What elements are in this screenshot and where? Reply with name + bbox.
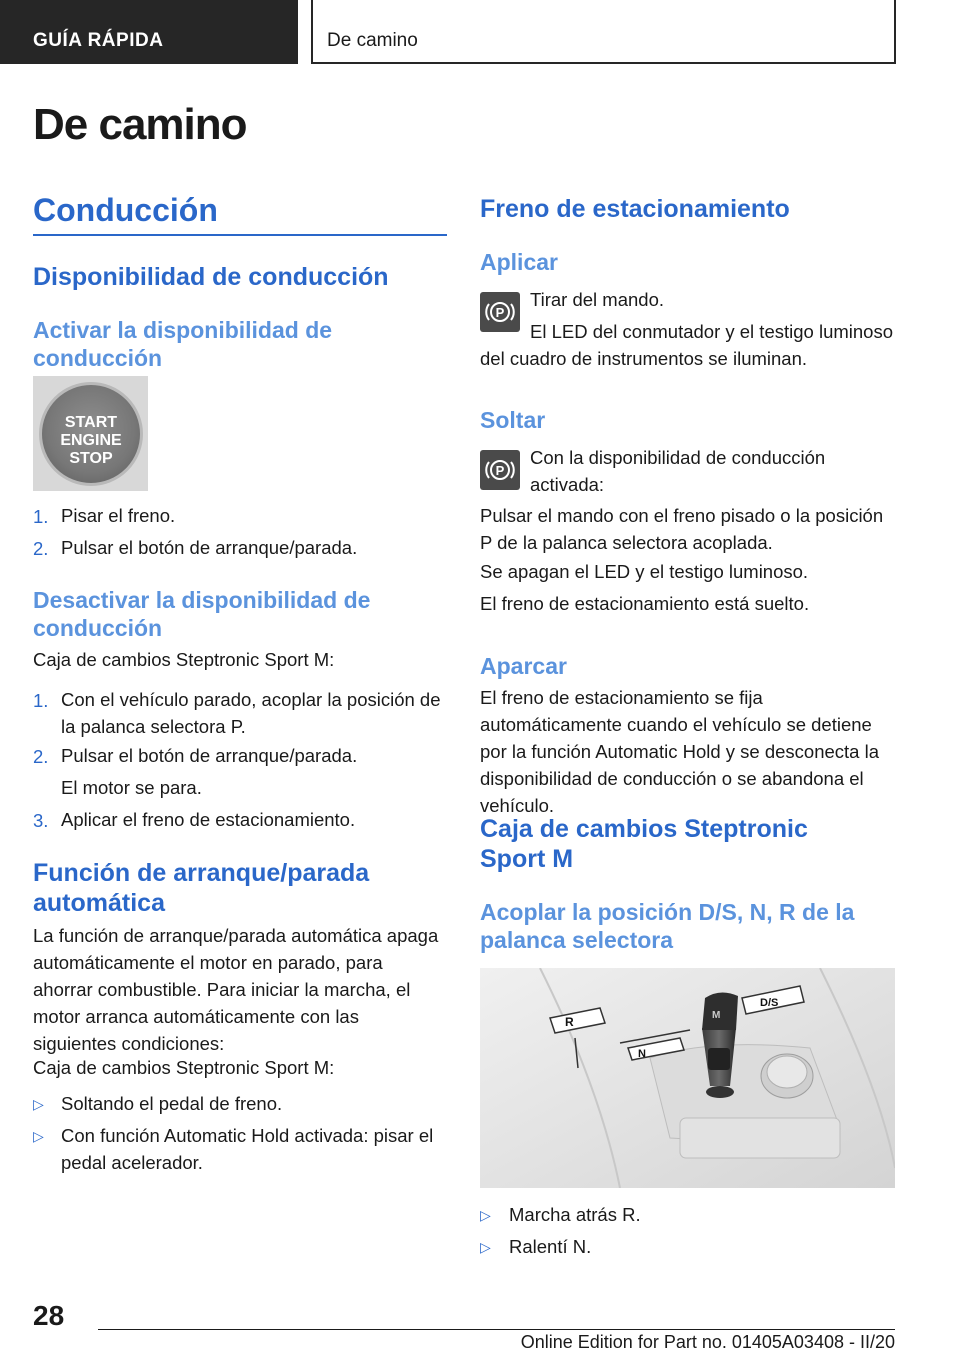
step-number: 3. — [33, 810, 49, 831]
bullet-triangle-icon: ▷ — [33, 1096, 44, 1112]
start-label: START — [64, 414, 118, 431]
bullet-triangle-icon: ▷ — [480, 1207, 491, 1223]
heading-apply: Aplicar — [480, 249, 558, 275]
release-step-1: Con la disponibilidad de conducción activada: — [530, 447, 826, 495]
reverse-label: R — [565, 1015, 574, 1029]
step-text: Con el vehículo parado, acoplar la posición de la palanca selectora P. — [61, 689, 441, 737]
step-text: Pulsar el botón de arranque/parada. — [61, 745, 358, 766]
drive-sport-label: D/S — [760, 997, 779, 1009]
step-text: Aplicar el freno de estacionamiento. — [61, 809, 356, 830]
heading-deactivate-readiness: Desactivar la disponibilidad de conducción — [33, 587, 371, 641]
condition-item: Con función Automatic Hold activada: pisar el pedal acelerador. — [61, 1125, 434, 1173]
position-item: Marcha atrás R. — [509, 1204, 641, 1225]
heading-driving-readiness: Disponibilidad de conducción — [33, 263, 389, 291]
position-item: Ralentí N. — [509, 1236, 592, 1257]
step-number: 2. — [33, 538, 49, 559]
step-text: Pulsar el botón de arranque/parada. — [61, 537, 358, 558]
step-text: Pisar el freno. — [61, 505, 176, 526]
heading-activate-readiness: Activar la disponibilidad de conducción — [33, 317, 333, 371]
heading-parking-brake: Freno de estacionamiento — [480, 195, 790, 223]
gearbox-intro: Caja de cambios Steptronic Sport M: — [33, 649, 335, 670]
footer-rule — [98, 1329, 895, 1330]
gearbox-intro-2: Caja de cambios Steptronic Sport M: — [33, 1057, 335, 1078]
section-tab[interactable]: GUÍA RÁPIDA — [0, 0, 298, 64]
heading-release: Soltar — [480, 407, 546, 433]
bullet-triangle-icon: ▷ — [33, 1128, 44, 1144]
heading-engage-position: Acoplar la posición D/S, N, R de la palanca selectora — [480, 899, 855, 953]
neutral-label: N — [638, 1048, 646, 1060]
stop-label: STOP — [69, 450, 113, 467]
release-step-3: Se apagan el LED y el testigo luminoso. — [480, 561, 809, 582]
step-number: 1. — [33, 506, 49, 527]
heading-park: Aparcar — [480, 653, 567, 679]
page-header — [0, 0, 960, 66]
auto-start-stop-text: La función de arranque/parada automática apaga automáticamente el motor en parado, para ahorrar combustible. Para iniciar la marcha, el motor arranca automáticamente con las siguientes condiciones: — [33, 925, 439, 1054]
step-number: 2. — [33, 746, 49, 767]
page-title: De camino — [33, 100, 247, 149]
svg-text:P: P — [495, 463, 505, 478]
svg-text:P: P — [495, 305, 505, 320]
apply-step-2: El LED del conmutador y el testigo luminoso del cuadro de instrumentos se iluminan. — [480, 321, 893, 369]
parking-brake-icon — [480, 450, 520, 490]
step-result: El motor se para. — [61, 777, 202, 798]
engine-label: ENGINE — [60, 432, 122, 449]
condition-item: Soltando el pedal de freno. — [61, 1093, 283, 1114]
park-text: El freno de estacionamiento se fija automáticamente cuando el vehículo se detiene por la función Automatic Hold y se desconecta la disponibilidad de conducción o se abandona el vehículo. — [480, 687, 880, 816]
svg-text:M: M — [712, 1010, 721, 1021]
release-step-4: El freno de estacionamiento está suelto. — [480, 593, 810, 614]
heading-steptronic-gearbox: Caja de cambios Steptronic Sport M — [480, 815, 808, 873]
section-heading-conduccion: Conducción — [33, 192, 218, 228]
apply-step-1: Tirar del mando. — [530, 289, 665, 310]
gear-selector-image — [480, 968, 895, 1188]
chapter-tab[interactable]: De camino — [311, 0, 896, 64]
page-number: 28 — [33, 1300, 65, 1331]
bullet-triangle-icon: ▷ — [480, 1239, 491, 1255]
start-engine-stop-image — [33, 376, 148, 491]
heading-rule — [33, 234, 447, 236]
step-number: 1. — [33, 690, 49, 711]
edition-footer: Online Edition for Part no. 01405A03408 - II/20 — [520, 1332, 895, 1352]
heading-auto-start-stop: Función de arranque/parada automática — [33, 859, 370, 917]
release-step-2: Pulsar el mando con el freno pisado o la posición P de la palanca selectora acoplada. — [480, 505, 884, 553]
